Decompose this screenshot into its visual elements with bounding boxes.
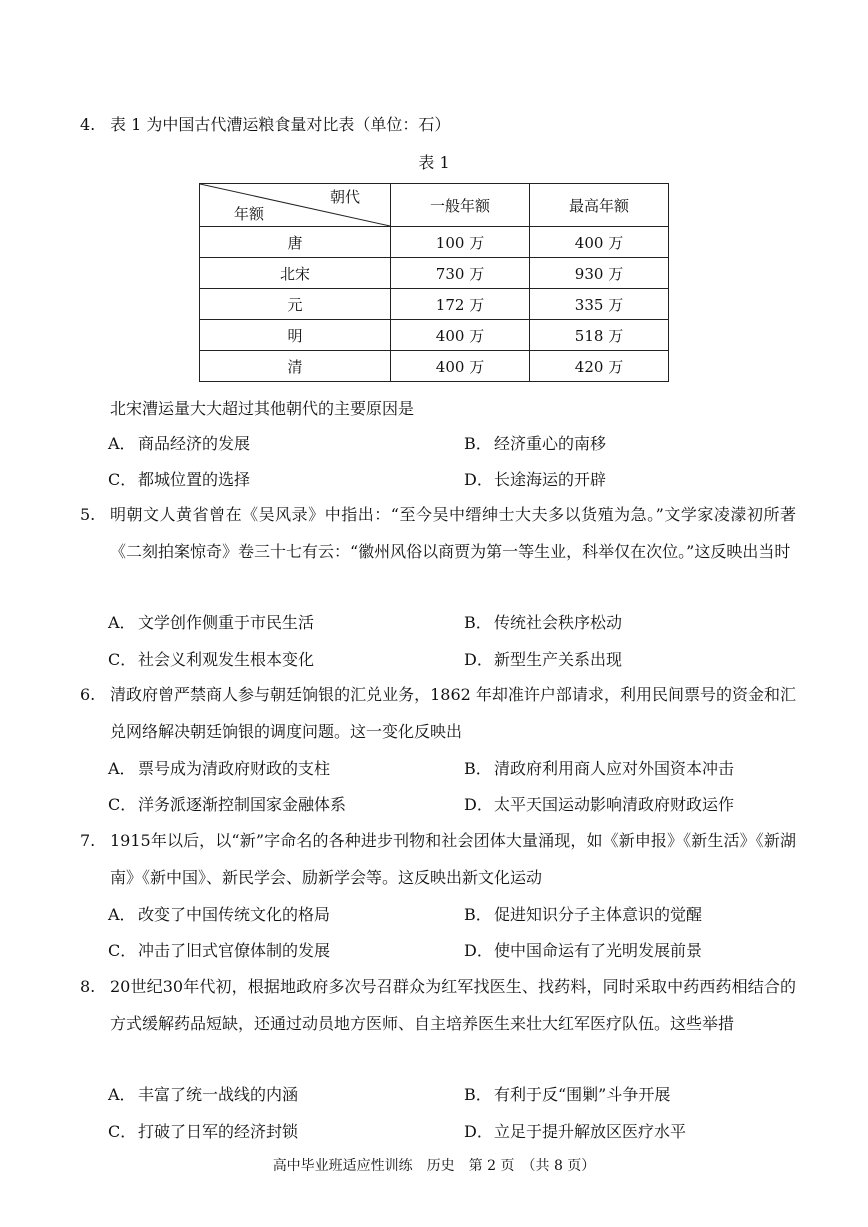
option-b[interactable]: B． 有利于反“围剿”斗争开展: [464, 1085, 671, 1104]
question-4: [80, 106, 796, 143]
corner-label-dynasty: 朝代: [329, 188, 360, 206]
question-number: 4.: [80, 115, 96, 134]
grain-transport-table: [199, 183, 669, 382]
option-d[interactable]: D．太平天国运动影响清政府财政运作: [464, 795, 735, 814]
table-row: [200, 289, 669, 320]
question-6: [80, 676, 796, 750]
value-cell: 172 万: [391, 289, 530, 320]
option-d[interactable]: D．长途海运的开辟: [464, 470, 607, 489]
table-row: [200, 351, 669, 382]
dynasty-cell: 唐: [200, 227, 391, 258]
option-c[interactable]: C． 冲击了旧式官僚体制的发展: [108, 941, 331, 960]
value-cell: 400 万: [391, 320, 530, 351]
option-c[interactable]: C． 都城位置的选择: [108, 470, 251, 489]
table-row: [200, 227, 669, 258]
question-stem: 表 1 为中国古代漕运粮食量对比表（单位：石）: [110, 115, 451, 134]
option-b[interactable]: B． 促进知识分子主体意识的觉醒: [464, 905, 703, 924]
option-a[interactable]: A． 文学创作侧重于市民生活: [108, 613, 315, 632]
corner-label-amount: 年额: [234, 205, 265, 223]
question-prompt: 北宋漕运量大大超过其他朝代的主要原因是: [110, 399, 415, 418]
option-c[interactable]: C． 打破了日军的经济封锁: [108, 1122, 299, 1141]
question-number: 6.: [80, 685, 96, 704]
question-7: [80, 822, 796, 896]
question-stem: 明朝文人黄省曾在《吴风录》中指出：“至今吴中缙绅士大夫多以货殖为急。”文学家凌濛初所著《二刻拍案惊奇》卷三十七有云：“徽州风俗以商贾为第一等生业，科举仅在次位。”这反映出当时: [110, 505, 796, 561]
option-b[interactable]: B． 经济重心的南移: [464, 434, 607, 453]
option-d[interactable]: D．立足于提升解放区医疗水平: [464, 1122, 687, 1141]
option-d[interactable]: D．使中国命运有了光明发展前景: [464, 941, 703, 960]
table-row: [200, 320, 669, 351]
value-cell: 100 万: [391, 227, 530, 258]
value-cell: 335 万: [530, 289, 669, 320]
question-8: [80, 968, 796, 1042]
option-b[interactable]: B． 清政府利用商人应对外国资本冲击: [464, 759, 735, 778]
option-c[interactable]: C． 社会义利观发生根本变化: [108, 650, 315, 669]
table-row: [200, 258, 669, 289]
option-b[interactable]: B． 传统社会秩序松动: [464, 613, 623, 632]
value-cell: 420 万: [530, 351, 669, 382]
option-a[interactable]: A． 票号成为清政府财政的支柱: [108, 759, 331, 778]
question-number: 5.: [80, 505, 96, 524]
option-c[interactable]: C． 洋务派逐渐控制国家金融体系: [108, 795, 347, 814]
table-header-row: [200, 184, 669, 227]
option-a[interactable]: A． 改变了中国传统文化的格局: [108, 905, 331, 924]
question-4-prompt: [80, 390, 796, 427]
corner-cell: [200, 184, 391, 227]
question-number: 8.: [80, 977, 96, 996]
question-stem: 清政府曾严禁商人参与朝廷饷银的汇兑业务，1862 年却准许户部请求，利用民间票号的资金和汇兑网络解决朝廷饷银的调度问题。这一变化反映出: [110, 685, 796, 741]
page-footer: 高中毕业班适应性训练 历史 第 2 页 （共 8 页）: [272, 1158, 596, 1174]
column-header: 最高年额: [530, 184, 669, 227]
value-cell: 400 万: [530, 227, 669, 258]
table-caption: 表 1: [418, 153, 450, 172]
column-header: 一般年额: [391, 184, 530, 227]
value-cell: 400 万: [391, 351, 530, 382]
option-d[interactable]: D．新型生产关系出现: [464, 650, 623, 669]
question-stem: 1915年以后，以“新”字命名的各种进步刊物和社会团体大量涌现，如《新申报》《新生活》《新湖南》《新中国》、新民学会、励新学会等。这反映出新文化运动: [110, 831, 796, 887]
diagonal-line: [200, 184, 390, 226]
question-5: [80, 496, 796, 570]
option-a[interactable]: A． 商品经济的发展: [108, 434, 251, 453]
dynasty-cell: 元: [200, 289, 391, 320]
value-cell: 730 万: [391, 258, 530, 289]
dynasty-cell: 北宋: [200, 258, 391, 289]
dynasty-cell: 明: [200, 320, 391, 351]
question-stem: 20世纪30年代初，根据地政府多次号召群众为红军找医生、找药料，同时采取中药西药相结合的方式缓解药品短缺，还通过动员地方医师、自主培养医生来壮大红军医疗队伍。这些举措: [110, 977, 796, 1033]
value-cell: 930 万: [530, 258, 669, 289]
question-number: 7.: [80, 831, 96, 850]
dynasty-cell: 清: [200, 351, 391, 382]
option-a[interactable]: A． 丰富了统一战线的内涵: [108, 1085, 299, 1104]
value-cell: 518 万: [530, 320, 669, 351]
